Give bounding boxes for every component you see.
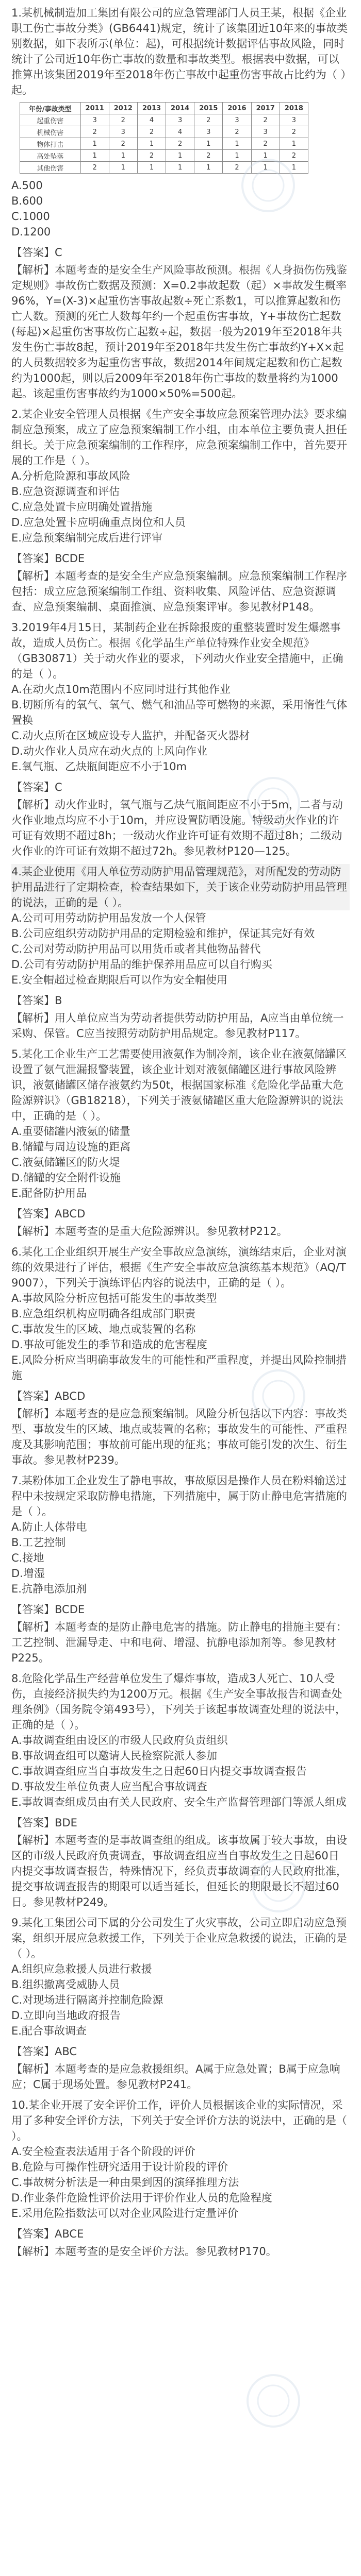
question-3-answer: 【答案】C bbox=[11, 781, 62, 793]
question-7-option-b: B.工艺控制 bbox=[11, 1536, 66, 1549]
table-cell: 3 bbox=[194, 126, 223, 138]
question-8-option-e: E.事故调查组成员由有关人民政府、安全生产监督管理部门等派人组成 bbox=[11, 1796, 347, 1808]
table-cell: 3 bbox=[109, 126, 137, 138]
table-cell: 物体打击 bbox=[20, 138, 81, 150]
table-cell: 4 bbox=[137, 114, 166, 126]
table-cell: 1 bbox=[80, 138, 109, 150]
table-header-cell: 2015 bbox=[194, 103, 223, 114]
table-cell: 机械伤害 bbox=[20, 126, 81, 138]
question-9-option-d: D.立即向当地政府报告 bbox=[11, 2009, 121, 2022]
table-cell: 2 bbox=[223, 126, 251, 138]
table-cell: 1 bbox=[137, 162, 166, 174]
table-cell: 1 bbox=[280, 138, 308, 150]
question-2-option-d: D.应急处置卡应明确重点岗位和人员 bbox=[11, 516, 186, 529]
table-cell: 其他伤害 bbox=[20, 162, 81, 174]
question-10-stem: 10.某企业开展了安全评价工作，评价人员根据该企业的实际情况，采用了多种安全评价方法，下列关于安全评价方法的说法中，正确的是（ ）。 bbox=[11, 2099, 347, 2142]
question-6-stem: 6.某化工企业组织开展生产安全事故应急演练，演练结束后，企业对演练的效果进行了评估，根据《生产安全事故应急演练基本规范》（AQ/T 9007），下列关于演练评估内容的说法中，正确的是（ ）。 bbox=[11, 1246, 347, 1289]
table-cell: 1 bbox=[80, 150, 109, 162]
question-9-answer: 【答案】ABC bbox=[11, 2045, 77, 2058]
watermark-logo bbox=[242, 2370, 304, 2432]
question-6-analysis: 【解析】本题考查的是应急预案编制。风险分析包括以下内容：事故类型、事故发生的区域、地点或装置的名称；事故发生的可能性、严重程度及其影响范围；事故前可能出现的征兆；事故可能引发的次生、衍生事故。参见教材P239。 bbox=[11, 1408, 347, 1466]
table-cell: 2 bbox=[194, 114, 223, 126]
question-5-option-b: B.储罐与周边设施的距离 bbox=[11, 1141, 131, 1153]
table-cell: 1 bbox=[166, 162, 194, 174]
question-1-analysis: 【解析】本题考查的是安全生产风险事故预测。根据《人身损伤伤残鉴定规则》事故伤亡数据及预测：X=0.2事故起数（起）×事故发生概率96%，Y=(X-3)×起重伤害事故起数÷死亡系数1，可以推算起数和伤亡人数。预测的死亡人数每年约一个起重伤害事故，Y+事故伤亡起数(每起)×起重伤害事故伤亡起数÷起，数据一般为2019年至2018年共发生伤亡事故8起，预计2019年至2018年共发生伤亡事故约Y+X×起的人员数据较多为起重伤害事故，数据2014年间规定起数和伤亡起数约为1000起，则以后2009年至2018年伤亡事故的数量将约为1000起。该起重伤害事故约为1000×50%=500起。 bbox=[11, 264, 347, 400]
question-1-option-c: C.1000 bbox=[11, 210, 50, 223]
question-3-option-d: D.动火作业人员应在动火点的上风向作业 bbox=[11, 745, 207, 757]
question-2-analysis: 【解析】本题考查的是安全生产应急预案编制。应急预案编制工作程序包括：成立应急预案编制工作组、资料收集、风险评估、应急资源调查、应急预案编制、桌面推演、应急预案评审。参见教材P148。 bbox=[11, 570, 347, 613]
table-cell: 3 bbox=[80, 114, 109, 126]
question-4-option-e: E.安全帽超过检查期限后可以作为安全帽使用 bbox=[11, 974, 227, 986]
table-cell: 1 bbox=[109, 150, 137, 162]
question-4-stem: 4.某企业使用《用人单位劳动防护用品管理规范》，对所配发的劳动防护用品进行了定期检查，检查结果如下，关于该企业劳动防护用品管理的说法，正确的是（ ）。 bbox=[11, 864, 350, 910]
question-7-option-d: D.增湿 bbox=[11, 1567, 45, 1580]
table-cell: 高处坠落 bbox=[20, 150, 81, 162]
question-1-option-d: D.1200 bbox=[11, 226, 51, 238]
table-cell: 1 bbox=[251, 162, 280, 174]
question-3-option-a: A.在动火点10m范围内不应同时进行其他作业 bbox=[11, 683, 231, 696]
question-10-answer: 【答案】ABCE bbox=[11, 2228, 84, 2240]
table-cell: 1 bbox=[280, 162, 308, 174]
table-header-cell: 2014 bbox=[166, 103, 194, 114]
table-cell: 1 bbox=[137, 138, 166, 150]
table-cell: 2 bbox=[280, 126, 308, 138]
table-cell: 3 bbox=[166, 114, 194, 126]
question-5-stem: 5.某化工企业生产工艺需要使用液氨作为制冷剂，该企业在液氨储罐区设置了氨气泄漏报警装置，该企业计划对液氨储罐区进行事故风险辨识，液氨储罐区储存液氨约为50t，根据国家标准《危险化学品重大危险源辨识》（GB18218），下列关于液氨储罐区重大危险源辨识的说法中，正确的是（ ）。 bbox=[11, 1048, 347, 1122]
table-cell: 2 bbox=[280, 150, 308, 162]
question-9-analysis: 【解析】本题考查的是应急救援组织。A属于应急处置；B属于应急响应；C属于现场处置。参见教材P241。 bbox=[11, 2063, 340, 2091]
question-5-option-c: C.液氨储罐区的防火堤 bbox=[11, 1156, 120, 1168]
question-9-option-b: B.组织撤离受威胁人员 bbox=[11, 1978, 120, 1991]
table-cell: 2 bbox=[251, 114, 280, 126]
question-5-analysis: 【解析】本题考查的是重大危险源辨识。参见教材P212。 bbox=[11, 1225, 288, 1238]
question-8-analysis: 【解析】本题考查的是事故调查组的组成。该事故属于较大事故，由设区的市级人民政府负责调查，事故调查组应当自事故发生之日起60日内提交事故调查报告，特殊情况下，经负责事故调查的人民政府批准，提交事故调查报告的期限可以适当延长，但延长的期限最长不超过60日。参见教材P249。 bbox=[11, 1834, 347, 1908]
question-10-option-b: B.危险与可操作性研究适用于设计阶段的评价 bbox=[11, 2161, 228, 2173]
table-cell: 2 bbox=[137, 150, 166, 162]
question-7-answer: 【答案】BCDE bbox=[11, 1603, 85, 1616]
table-cell: 3 bbox=[251, 126, 280, 138]
question-6-option-c: C.事故发生的区域、地点或装置的名称 bbox=[11, 1323, 196, 1335]
question-7-option-e: E.抗静电添加剂 bbox=[11, 1583, 87, 1595]
question-5-answer: 【答案】ABCD bbox=[11, 1208, 86, 1220]
question-5-option-d: D.储罐的安全附件设施 bbox=[11, 1172, 121, 1184]
question-3-option-b: B.切断所有的氧气、氧气、燃气和油品等可燃物的来源，采用惰性气体置换 bbox=[11, 699, 348, 726]
question-5-option-a: A.重要储罐内液氨的储量 bbox=[11, 1125, 130, 1138]
question-8-option-c: C.事故调查组应当自事故发生之日起60日内提交事故调查报告 bbox=[11, 1765, 307, 1777]
question-1-option-a: A.500 bbox=[11, 179, 43, 192]
table-header-row bbox=[20, 103, 308, 114]
table-row bbox=[20, 126, 308, 138]
question-10-option-c: C.事故树分析法是一种由果到因的演绎推理方法 bbox=[11, 2176, 239, 2189]
table-cell: 2 bbox=[166, 138, 194, 150]
question-7-analysis: 【解析】本题考查的是防止静电危害的措施。防止静电的措施主要有：工艺控制、泄漏导走、中和电荷、增湿、抗静电添加剂等。参见教材P225。 bbox=[11, 1621, 347, 1664]
question-5-option-e: E.配备防护用品 bbox=[11, 1187, 87, 1199]
watermark-logo bbox=[248, 1855, 309, 1917]
question-2-answer: 【答案】BCDE bbox=[11, 552, 85, 565]
question-3-stem: 3.2019年4月15日，某制药企业在拆除报废的重整装置时发生爆燃事故，造成人员伤亡。根据《化学品生产单位特殊作业安全规范》（GB30871）关于动火作业的要求，下列动火作业安全措施中，正确的是（ ）。 bbox=[11, 621, 343, 680]
table-cell: 1 bbox=[194, 162, 223, 174]
table-cell: 2 bbox=[80, 126, 109, 138]
question-8-option-a: A.事故调查组由设区的市级人民政府负责组织 bbox=[11, 1734, 228, 1747]
watermark-logo bbox=[242, 773, 304, 835]
question-4-analysis: 【解析】用人单位应当为劳动者提供劳动防护用品，A应当由单位统一采购、保管。C应当按照劳动防护用品规定。参见教材P117。 bbox=[11, 1012, 344, 1040]
question-3-option-c: C.动火点所在区域应设专人监护，并配备灭火器材 bbox=[11, 730, 250, 742]
table-cell: 3 bbox=[280, 114, 308, 126]
question-2-option-e: E.应急预案编制完成后进行评审 bbox=[11, 532, 162, 544]
table-cell: 2 bbox=[109, 138, 137, 150]
table-cell: 2 bbox=[251, 138, 280, 150]
question-1-answer: 【答案】C bbox=[11, 246, 62, 259]
question-3-option-e: E.氧气瓶、乙炔瓶间距应不小于10m bbox=[11, 760, 187, 773]
question-8-answer: 【答案】BDE bbox=[11, 1817, 77, 1829]
question-3-analysis: 【解析】动火作业时，氧气瓶与乙炔气瓶间距应不小于5m，二者与动火作业地点均应不小于10m，并应设置防晒设施。特级动火作业的许可证有效期不超过8h；一级动火作业许可证有效期不超过8h；二级动火作业的许可证有效期不超过72h。参见教材P120—125。 bbox=[11, 799, 343, 857]
question-9-option-a: A.组织应急救援人员进行救援 bbox=[11, 1963, 152, 1975]
question-6-option-d: D.事故可能发生的季节和造成的危害程度 bbox=[11, 1338, 207, 1351]
table-header-cell: 2017 bbox=[251, 103, 280, 114]
table-cell: 2 bbox=[109, 114, 137, 126]
table-header-cell: 2013 bbox=[137, 103, 166, 114]
question-9-option-c: C.对现场进行隔离并控制危险源 bbox=[11, 1994, 163, 2006]
table-header-cell: 年份/事故类型 bbox=[20, 103, 81, 114]
table-cell: 1 bbox=[166, 150, 194, 162]
question-4-option-b: B.公司应组织劳动防护用品的定期检验和维护，保证其完好有效 bbox=[11, 927, 315, 940]
question-10-analysis: 【解析】本题考查的是安全评价方法。参见教材P170。 bbox=[11, 2245, 277, 2258]
table-row bbox=[20, 114, 308, 126]
question-7-option-a: A.防止人体带电 bbox=[11, 1521, 87, 1533]
table-cell: 1 bbox=[223, 138, 251, 150]
table-row bbox=[20, 138, 308, 150]
table-cell: 2 bbox=[194, 150, 223, 162]
watermark-logo bbox=[248, 1365, 309, 1427]
question-2-stem: 2.某企业安全管理人员根据《生产安全事故应急预案管理办法》要求编制应急预案，成立了应急预案编制工作小组，由本单位主要负责人担任组长。关于应急预案编制的工作程序，应急预案编制工作中，首先要开展的工作是（ ）。 bbox=[11, 408, 347, 467]
question-6-option-a: A.事故风险分析应包括可能发生的事故类型 bbox=[11, 1292, 217, 1304]
question-2-option-b: B.应急资源调查和评估 bbox=[11, 485, 120, 498]
question-9-option-e: E.配合事故调查 bbox=[11, 2025, 87, 2037]
question-4-option-a: A.公司可用劳动防护用品发放一个人保管 bbox=[11, 912, 206, 924]
question-4-option-d: D.公司有劳动防护用品的维护保养用品应可以自行购买 bbox=[11, 958, 272, 971]
table-cell: 4 bbox=[166, 126, 194, 138]
table-cell: 3 bbox=[223, 114, 251, 126]
question-4-answer: 【答案】B bbox=[11, 994, 62, 1007]
question-6-answer: 【答案】ABCD bbox=[11, 1390, 86, 1402]
question-6-option-e: E.风险分析应当明确事故发生的可能性和严重程度，并提出风险控制措施 bbox=[11, 1354, 347, 1382]
table-cell: 2 bbox=[223, 162, 251, 174]
table-cell: 1 bbox=[223, 150, 251, 162]
question-7-option-c: C.接地 bbox=[11, 1552, 44, 1564]
table-header-cell: 2011 bbox=[80, 103, 109, 114]
table-header-cell: 2018 bbox=[280, 103, 308, 114]
question-8-option-b: B.事故调查组可以邀请人民检察院派人参加 bbox=[11, 1750, 218, 1762]
question-9-stem: 9.某化工集团公司下属的分公司发生了火灾事故，公司立即启动应急预案，组织开展应急救援工作，下列关于企业应急救援的说法，正确的是（ ）。 bbox=[11, 1917, 347, 1960]
question-10-option-a: A.安全检查表法适用于各个阶段的评价 bbox=[11, 2145, 195, 2158]
question-8-stem: 8.危险化学品生产经营单位发生了爆炸事故，造成3人死亡、10人受伤，直接经济损失约为1200万元。根据《生产安全事故报告和调查处理条例》（国务院令第493号），下列关于该起事故调查处理的说法中，正确的是（ ）。 bbox=[11, 1672, 347, 1731]
question-2-option-c: C.应急处置卡应明确处置措施 bbox=[11, 501, 153, 513]
question-1-stem: 1.某机械制造加工集团有限公司的应急管理部门人员王某，根据《企业职工伤亡事故分类》(GB6441)规定，统计了该集团近10年来的事故类别数据，如下表所示(单位：起)，可根据统计数据评估事故风险，同时统计了公司近10年伤亡事故的数量和事故类型。根据表中数据，可以推算出该集团2019年至2018年伤亡事故中起重伤害事故占比约为（ ）起。 bbox=[11, 7, 348, 96]
table-cell: 起重伤害 bbox=[20, 114, 81, 126]
table-cell: 1 bbox=[194, 138, 223, 150]
table-cell: 2 bbox=[80, 162, 109, 174]
content-column bbox=[11, 0, 350, 2259]
question-7-stem: 7.某粉体加工企业发生了静电事故，事故原因是操作人员在粉料输送过程中未按规定采取防静电措施，下列措施中，属于防止静电危害措施的是（ ）。 bbox=[11, 1475, 347, 1518]
question-8-option-d: D.事故发生单位负责人应当配合事故调查 bbox=[11, 1781, 207, 1793]
watermark-logo bbox=[237, 155, 299, 216]
question-6-option-b: B.应急组织机构应明确各组成部门职责 bbox=[11, 1308, 196, 1320]
table-header-cell: 2012 bbox=[109, 103, 137, 114]
table-cell: 1 bbox=[251, 150, 280, 162]
question-1-option-b: B.600 bbox=[11, 195, 43, 207]
question-2-option-a: A.分析危险源和事故风险 bbox=[11, 470, 130, 482]
question-10-option-e: E.采用危险指数法可以对企业风险进行定量评价 bbox=[11, 2207, 238, 2219]
table-header-cell: 2016 bbox=[223, 103, 251, 114]
question-10-option-d: D.作业条件危险性评价法用于评价作业人员的危险程度 bbox=[11, 2192, 272, 2204]
table-cell: 2 bbox=[137, 126, 166, 138]
question-4-option-c: C.公司对劳动防护用品可以用货币或者其他物品替代 bbox=[11, 943, 261, 955]
table-cell: 1 bbox=[109, 162, 137, 174]
